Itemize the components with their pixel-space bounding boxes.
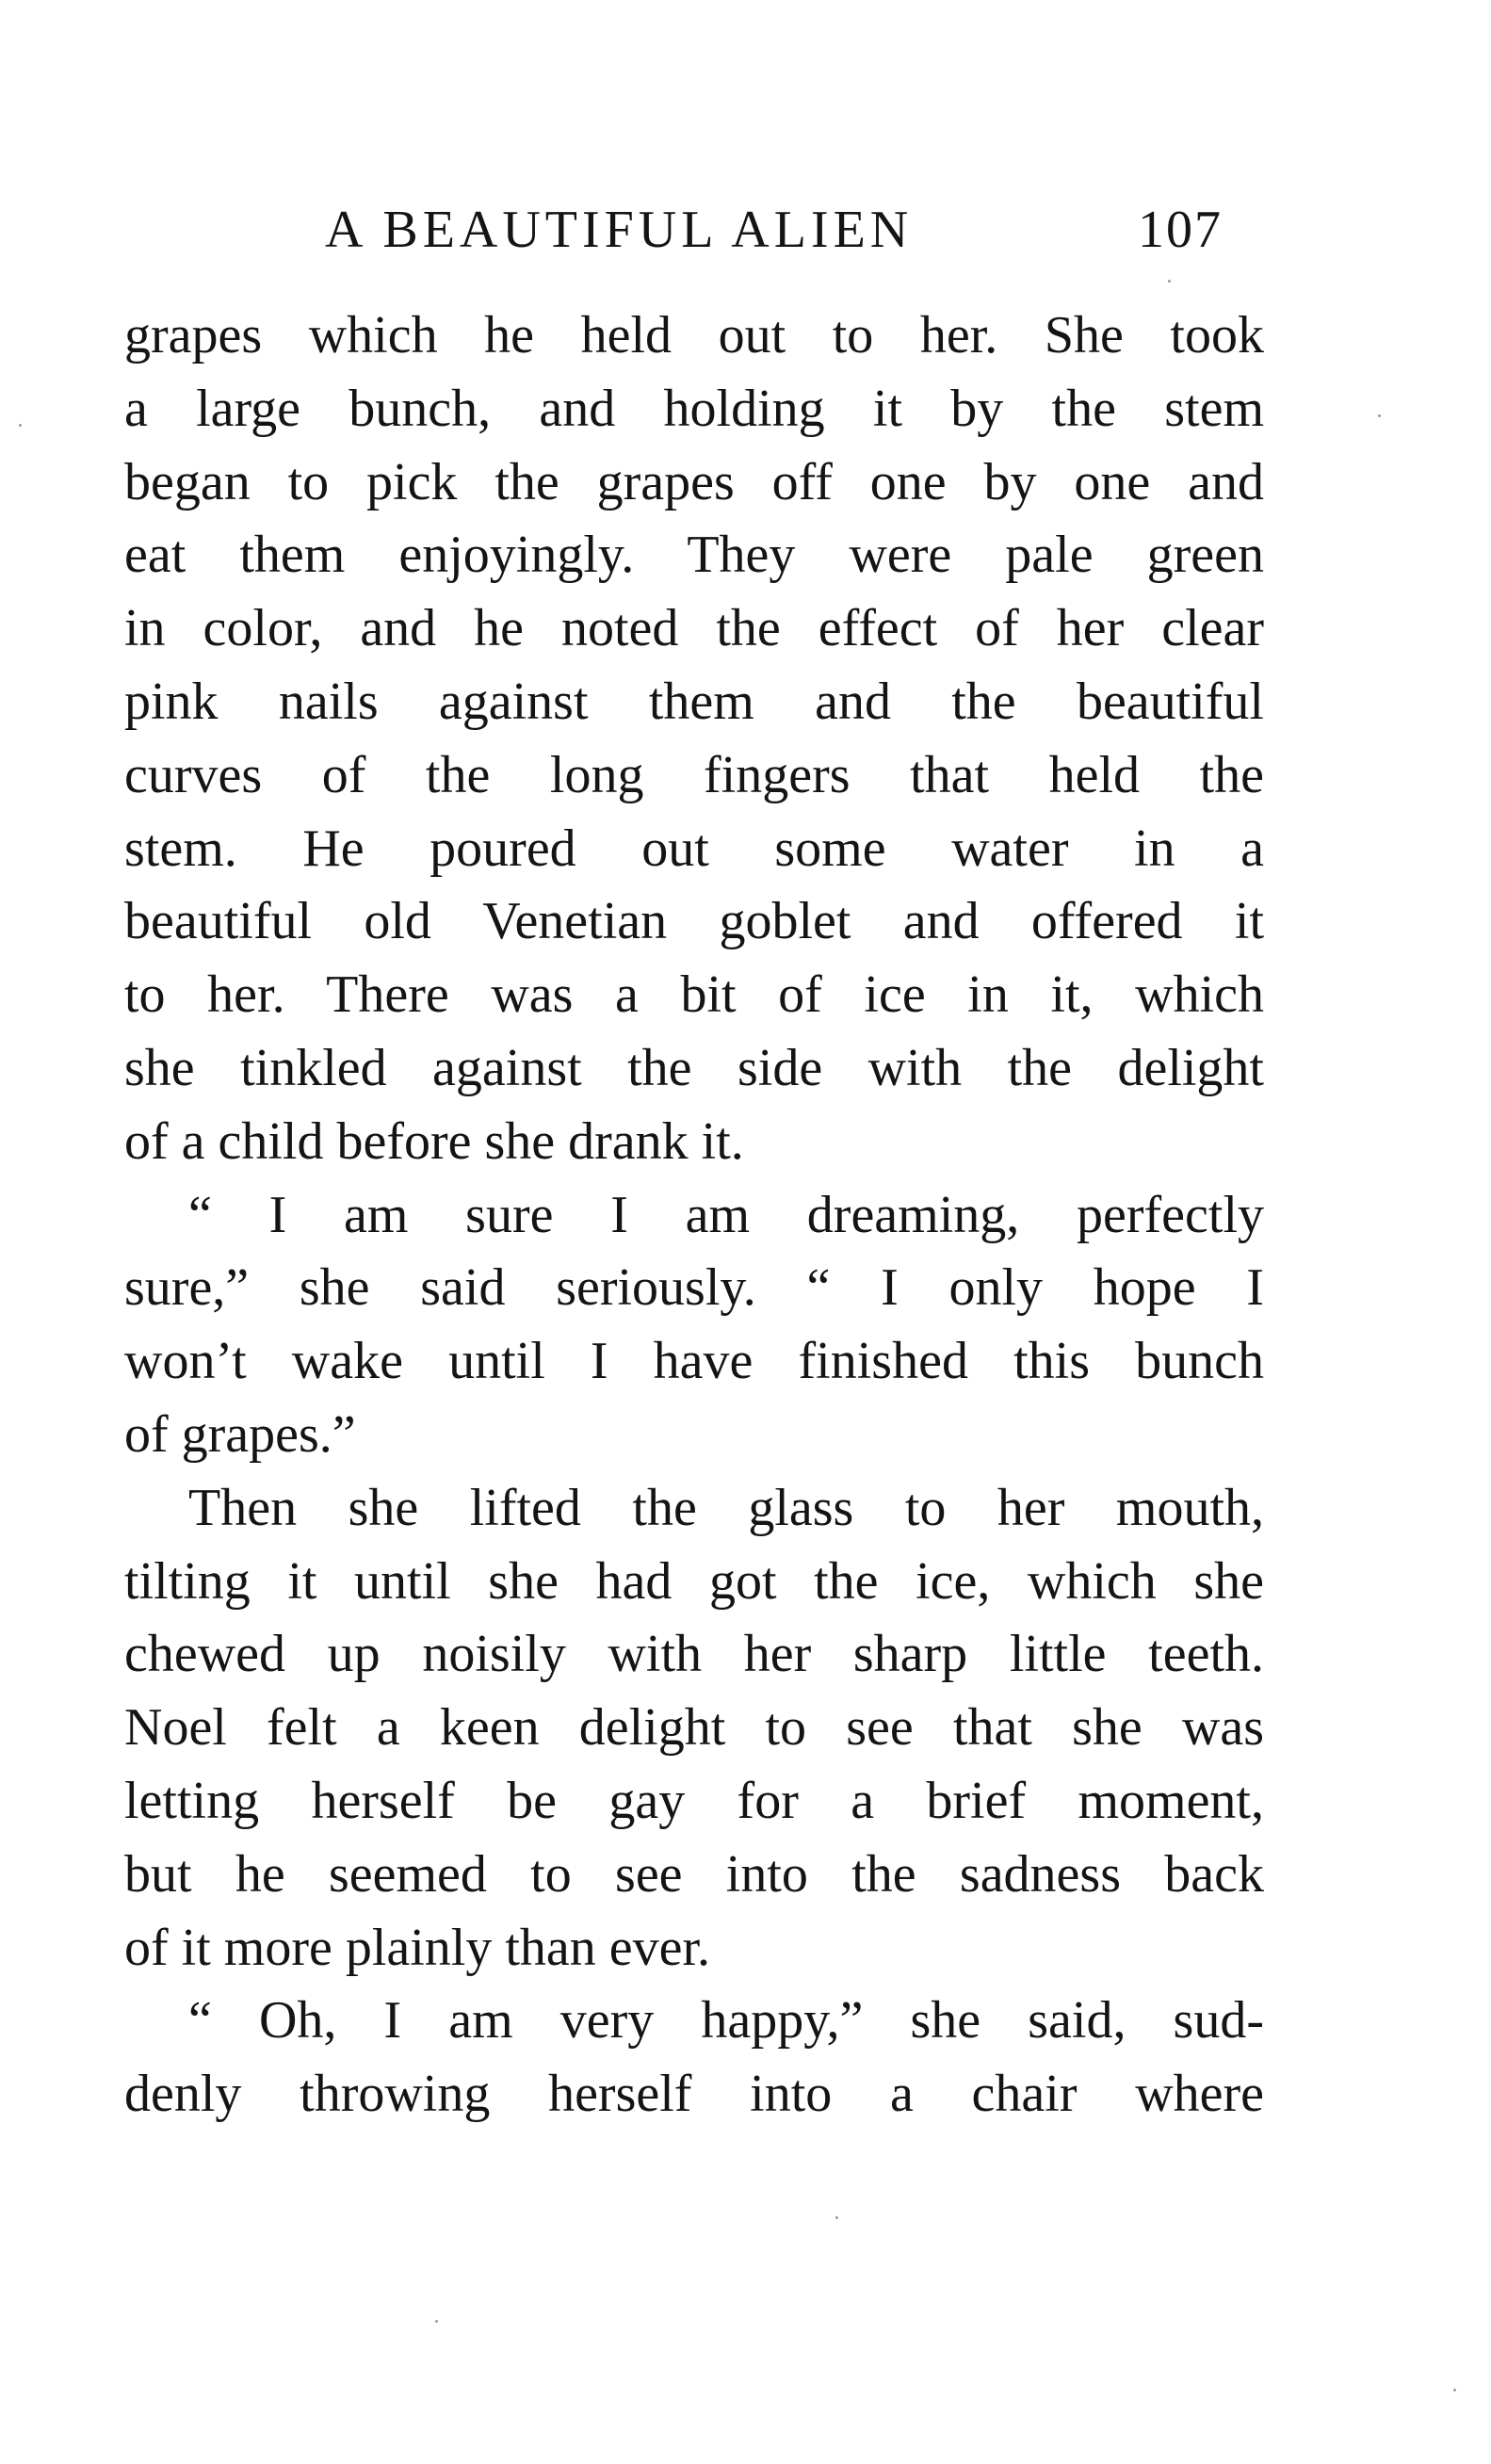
text-line: but he seemed to see into the sadness back (124, 1844, 1264, 1904)
body-text (124, 300, 1264, 2132)
text-line: curves of the long fingers that held the (124, 745, 1264, 804)
paper-speck (19, 424, 22, 427)
paper-speck (835, 2216, 838, 2219)
text-line: “ Oh, I am very happy,” she said, sud- (188, 1991, 1264, 2051)
running-head-title: A BEAUTIFUL ALIEN (325, 201, 914, 259)
text-line: beautiful old Venetian goblet and offered it (124, 892, 1264, 951)
text-line: to her. There was a bit of ice in it, which (124, 965, 1264, 1025)
text-line: of a child before she drank it. (124, 1111, 744, 1171)
text-line: sure,” she said seriously. “ I only hope I (124, 1258, 1264, 1318)
text-line: chewed up noisily with her sharp little teeth. (124, 1625, 1264, 1684)
text-line: grapes which he held out to her. She took (124, 306, 1264, 365)
text-line: Then she lifted the glass to her mouth, (188, 1478, 1264, 1537)
paper-speck (1453, 2389, 1456, 2391)
text-line: stem. He poured out some water in a (124, 819, 1264, 878)
text-line: won’t wake until I have finished this bunch (124, 1332, 1264, 1391)
text-line: began to pick the grapes off one by one and (124, 452, 1264, 511)
page-header (0, 200, 1491, 275)
text-line: “ I am sure I am dreaming, perfectly (188, 1185, 1264, 1244)
paper-speck (1168, 280, 1171, 283)
text-line: of it more plainly than ever. (124, 1918, 711, 1977)
text-line: pink nails against them and the beautiful (124, 672, 1264, 731)
text-line: a large bunch, and holding it by the stem (124, 379, 1264, 438)
text-line: of grapes.” (124, 1404, 356, 1464)
paper-speck (435, 2320, 438, 2323)
text-line: Noel felt a keen delight to see that she was (124, 1698, 1264, 1758)
text-line: in color, and he noted the effect of her clear (124, 599, 1264, 658)
text-line: she tinkled against the side with the delight (124, 1038, 1264, 1097)
paper-speck (1378, 414, 1381, 417)
text-line: eat them enjoyingly. They were pale green (124, 526, 1264, 585)
text-line: tilting it until she had got the ice, which she (124, 1551, 1264, 1611)
page-number: 107 (1138, 201, 1223, 259)
text-line: letting herself be gay for a brief moment, (124, 1771, 1264, 1830)
text-line: denly throwing herself into a chair where (124, 2065, 1264, 2124)
